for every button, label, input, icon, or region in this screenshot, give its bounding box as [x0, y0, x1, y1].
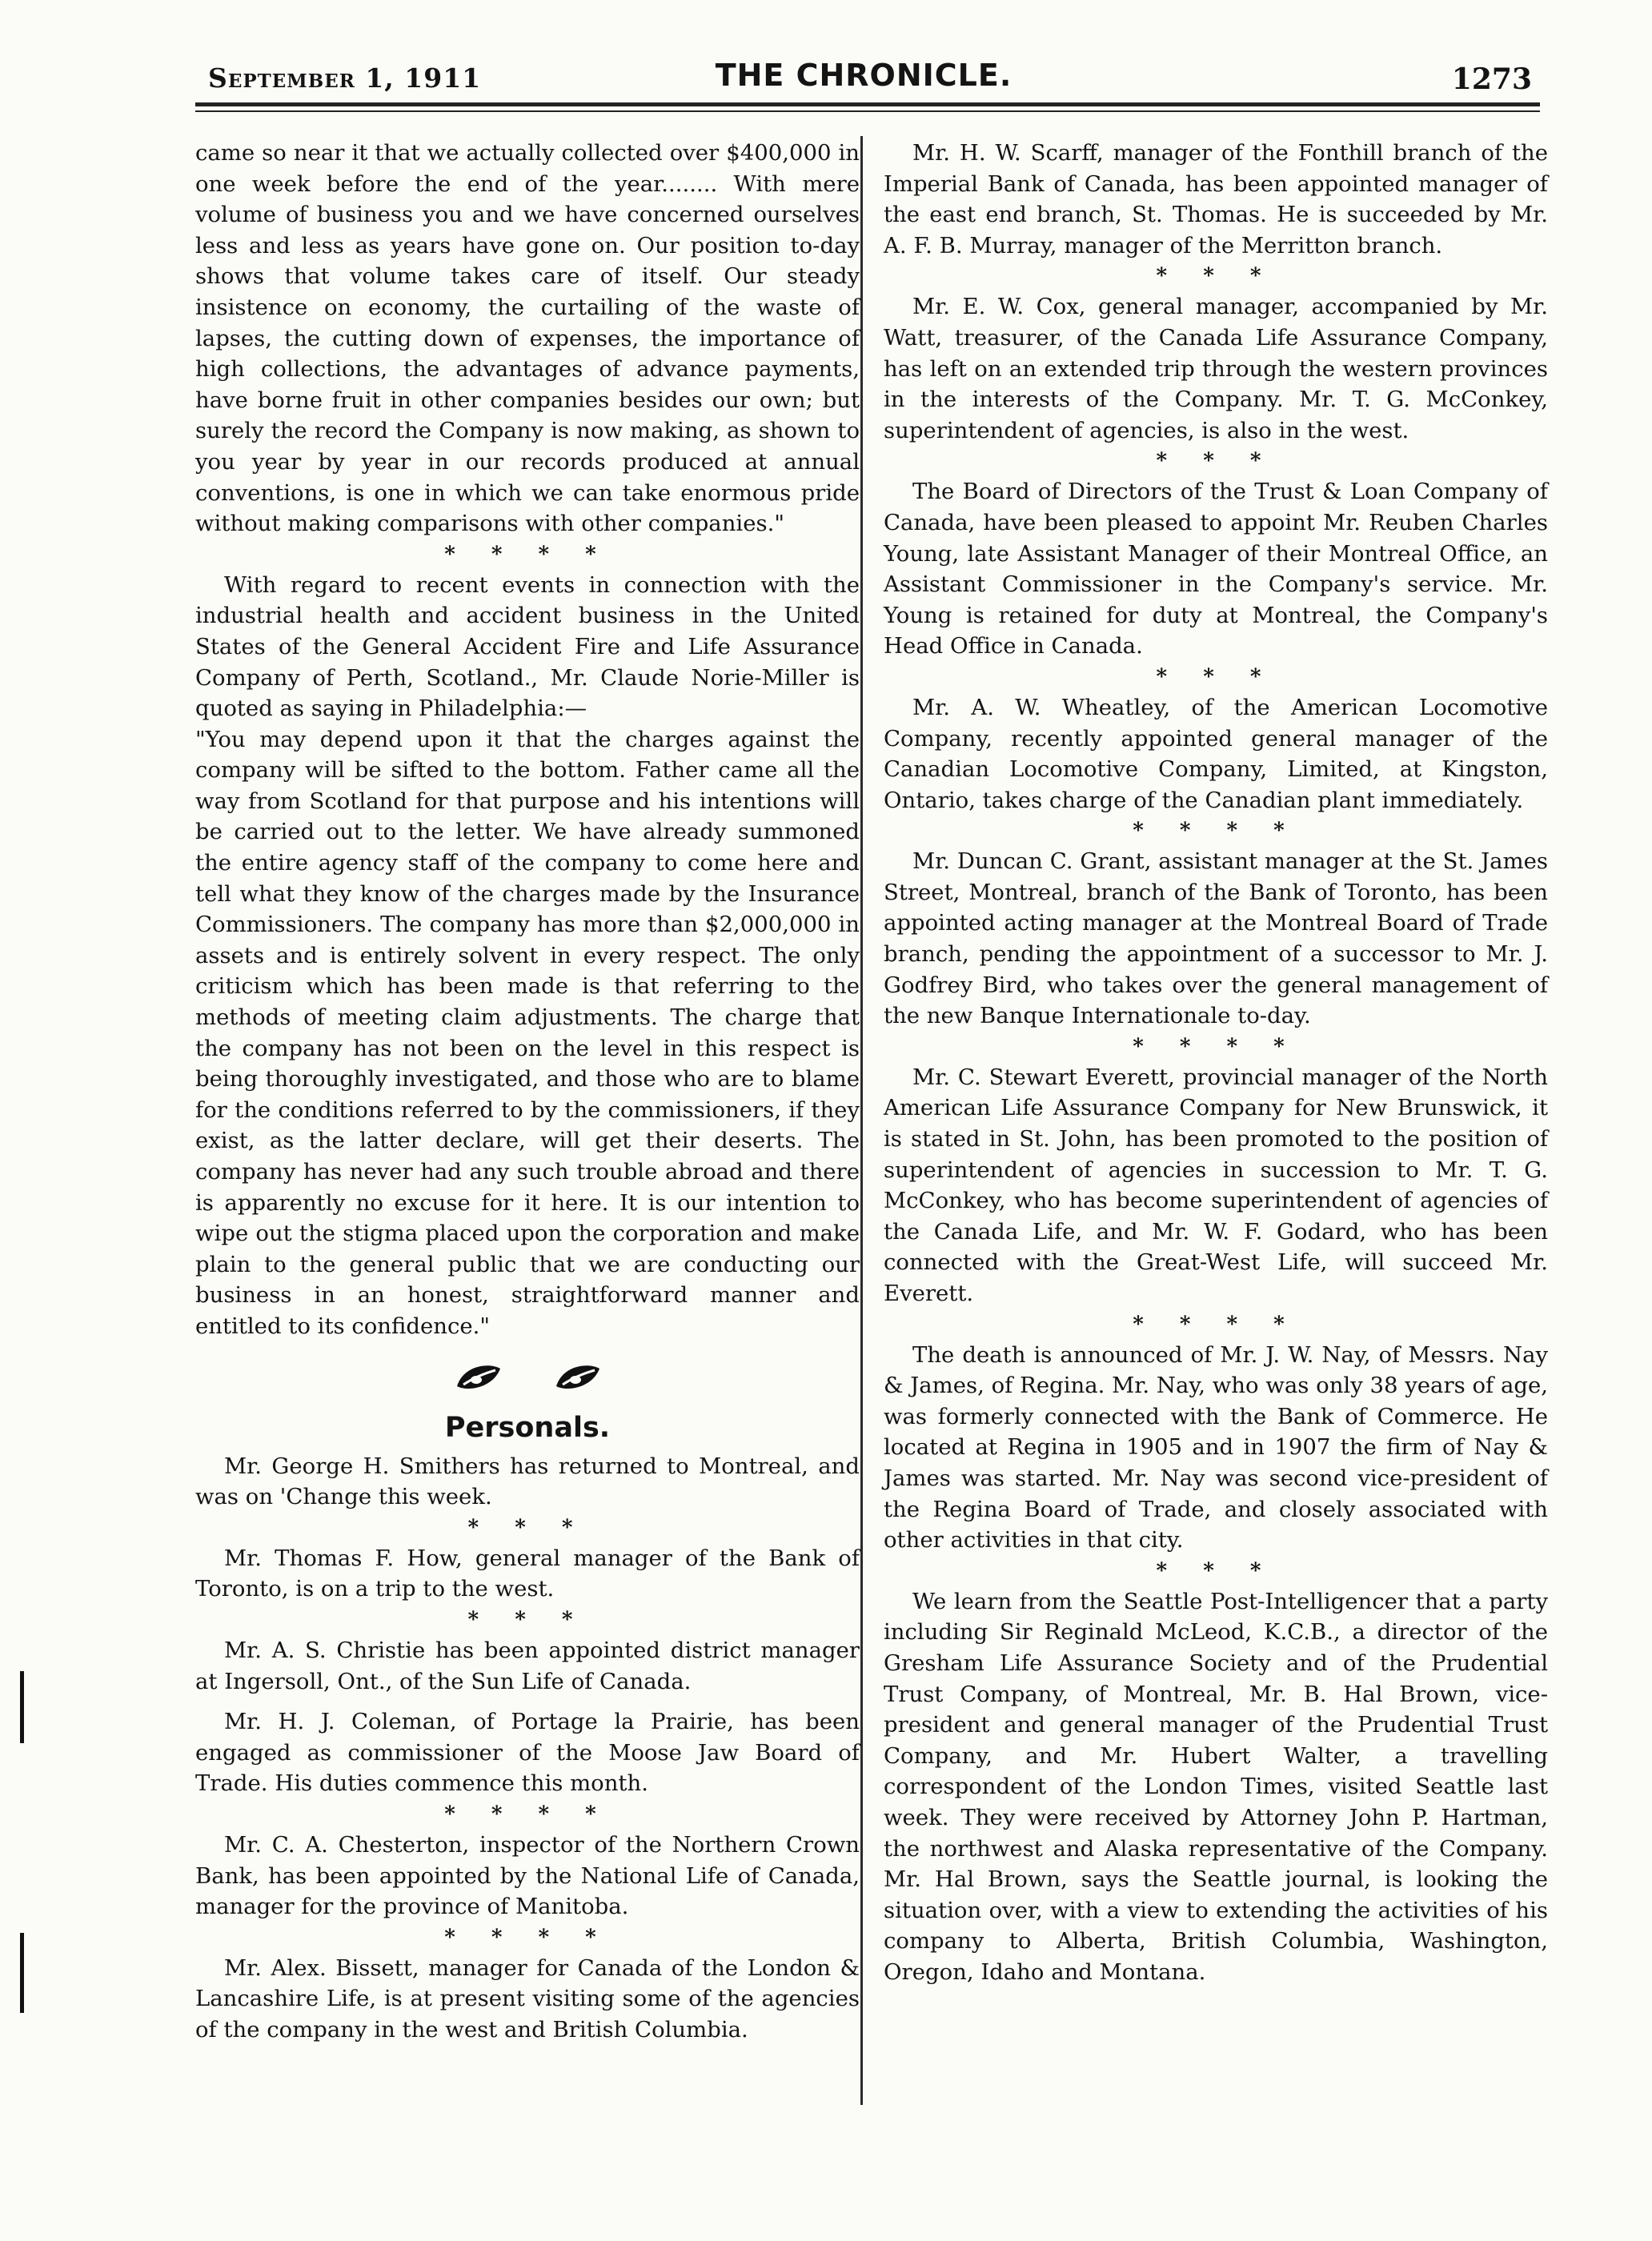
separator-stars: * * * * — [444, 542, 611, 567]
right-column — [884, 138, 1548, 1987]
personal-item: Mr. Alex. Bissett, manager for Canada of the London & Lancashire Life, is at present visiting some of the agencies of the company in the west and British Columbia. — [195, 1954, 860, 2043]
separator-stars: * * * — [1156, 264, 1276, 289]
personal-item: Mr. George H. Smithers has returned to Montreal, and was on 'Change this week. — [195, 1453, 860, 1510]
left-column — [195, 138, 860, 2045]
separator-stars: * * * * — [1133, 1312, 1299, 1337]
ornament-divider — [195, 1357, 860, 1400]
personal-item: Mr. H. W. Scarff, manager of the Fonthill branch of the Imperial Bank of Canada, has been appointed manager of the east end branch, St. Thomas. He is succeeded by Mr. A. F. B. Murray, manager of the Merritton branch. — [884, 140, 1548, 259]
personal-item: Mr. Thomas F. How, general manager of the Bank of Toronto, is on a trip to the west. — [195, 1545, 860, 1602]
separator-stars: * * * * — [1133, 1034, 1299, 1059]
article-continuation: came so near it that we actually collected over $400,000 in one week before the end of the year........ With mere volume of business you and we have concerned ourselves less and less as years have gone on. Our position to-day shows that volume takes care of itself. Our steady insistence on economy, the curtailing of the waste of lapses, the cutting down of expenses, the importance of high collections, the advantages of advance payments, have borne fruit in other companies besides our own; but surely the record the Company is now making, as shown to you year by year in our records produced at annual conventions, is one in which we can take enormous pride without making comparisons with other companies." — [195, 140, 860, 537]
separator-stars: * * * * — [444, 1802, 611, 1826]
margin-mark — [20, 1933, 24, 2013]
separator-stars: * * * * — [444, 1925, 611, 1950]
personal-item: Mr. C. Stewart Everett, provincial manager of the North American Life Assurance Company for New Brunswick, it is stated in St. John, has been promoted to the position of superintendent of agencies in succession to Mr. T. G. McConkey, who has become superintendent of agencies of the Canada Life, and Mr. W. F. Godard, who has been connected with the Great-West Life, will succeed Mr. Everett. — [884, 1064, 1548, 1306]
personal-item: Mr. E. W. Cox, general manager, accompanied by Mr. Watt, treasurer, of the Canada Life Assurance Company, has left on an extended trip through the western provinces in the interests of the Company. Mr. T. G. McConkey, superintendent of agencies, is also in the west. — [884, 294, 1548, 443]
separator-stars: * * * * — [1133, 819, 1299, 844]
header-rule-thin — [195, 110, 1540, 112]
separator-stars: * * * — [467, 1607, 587, 1632]
personal-item: Mr. C. A. Chesterton, inspector of the Northern Crown Bank, has been appointed by the National Life of Canada, manager for the province of Manitoba. — [195, 1831, 860, 1920]
masthead — [195, 54, 1532, 118]
separator-stars: * * * — [1156, 1558, 1276, 1583]
header-rule-thick — [195, 102, 1540, 106]
publication-title: THE CHRONICLE. — [715, 58, 1012, 93]
separator-stars: * * * — [1156, 449, 1276, 474]
article-quote: "You may depend upon it that the charges against the company will be sifted to the bottom. Father came all the way from Scotland for that purpose and his intentions will be carried out to the letter. We have already summoned the entire agency staff of the company to come here and tell what they know of the charges made by the Insurance Commissioners. The company has more than $2,000,000 in assets and is entirely solvent in every respect. The only criticism which has been made is that referring to the methods of meeting claim adjustments. The charge that the company has not been on the level in this respect is being thoroughly investigated, and those who are to blame for the conditions referred to by the commissioners, if they exist, as the latter declare, will get their deserts. The company has never had any such trouble abroad and there is apparently no excuse for it here. It is our intention to wipe out the stigma placed upon the corporation and make plain to the general public that we are conducting our business in an honest, straightforward manner and entitled to its confidence." — [195, 726, 860, 1339]
leaf-ornament-icon — [452, 1362, 503, 1394]
personal-item: Mr. A. W. Wheatley, of the American Locomotive Company, recently appointed general manager of the Canadian Locomotive Company, Limited, at Kingston, Ontario, takes charge of the Canadian plant immediately. — [884, 694, 1548, 813]
personal-item: Mr. Duncan C. Grant, assistant manager at the St. James Street, Montreal, branch of the Bank of Toronto, has been appointed acting manager at the Montreal Board of Trade branch, pending the appointment of a successor to Mr. J. Godfrey Bird, who takes over the general management of the new Banque Internationale to-day. — [884, 848, 1548, 1029]
personal-item: Mr. H. J. Coleman, of Portage la Prairie, has been engaged as commissioner of the Moose Jaw Board of Trade. His duties commence this month. — [195, 1709, 860, 1797]
issue-date: September 1, 1911 — [208, 62, 482, 94]
article-paragraph: With regard to recent events in connection with the industrial health and accident business in the United States of the General Accident Fire and Life Assurance Company of Perth, Scotland., Mr. Claude Norie-Miller is quoted as saying in Philadelphia:— — [195, 571, 860, 722]
column-divider — [860, 136, 863, 2105]
personal-item: The death is announced of Mr. J. W. Nay, of Messrs. Nay & James, of Regina. Mr. Nay, who was only 38 years of age, was formerly connected with the Bank of Commerce. He located at Regina in 1905 and in 1907 the firm of Nay & James was started. Mr. Nay was second vice-president of the Regina Board of Trade, and closely associated with other activities in that city. — [884, 1341, 1548, 1553]
page-number: 1273 — [1451, 62, 1532, 96]
leaf-ornament-icon — [551, 1362, 603, 1394]
section-heading-personals: Personals. — [444, 1411, 611, 1444]
personal-item: The Board of Directors of the Trust & Loan Company of Canada, have been pleased to appoint Mr. Reuben Charles Young, late Assistant Manager of their Montreal Office, an Assistant Commissioner in the Company's service. Mr. Young is retained for duty at Montreal, the Company's Head Office in Canada. — [884, 479, 1548, 659]
personal-item: We learn from the Seattle Post-Intelligencer that a party including Sir Reginald McLeod, K.C.B., a director of the Gresham Life Assurance Society and of the Prudential Trust Company, of Montreal, Mr. B. Hal Brown, vice-president and general manager of the Prudential Trust Company, and Mr. Hubert Walter, a travelling correspondent of the London Times, visited Seattle last week. They were received by Attorney John P. Hartman, the northwest and Alaska representative of the Company. Mr. Hal Brown, says the Seattle journal, is looking the situation over, with a view to extending the activities of his company to Alberta, British Columbia, Washington, Oregon, Idaho and Montana. — [884, 1588, 1548, 1985]
personal-item: Mr. A. S. Christie has been appointed district manager at Ingersoll, Ont., of the Sun Life of Canada. — [195, 1637, 860, 1694]
separator-stars: * * * — [1156, 664, 1276, 689]
separator-stars: * * * — [467, 1515, 587, 1540]
margin-mark — [20, 1671, 24, 1743]
